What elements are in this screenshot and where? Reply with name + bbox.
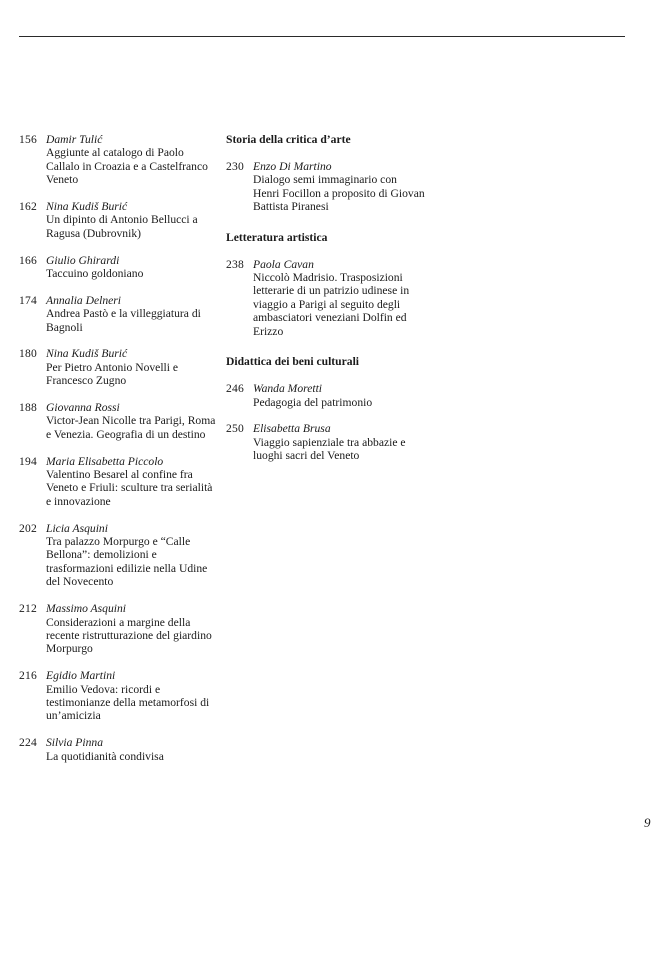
- entry-title: Un dipinto di Antonio Bellucci a Ragusa (Dubrovnik): [46, 213, 198, 240]
- entry-author: Maria Elisabetta Piccolo: [46, 454, 164, 468]
- toc-entry: [19, 254, 219, 281]
- toc-entry: [19, 200, 219, 240]
- entry-title: Taccuino goldoniano: [46, 267, 144, 281]
- entry-title: Pedagogia del patrimonio: [253, 395, 373, 409]
- entry-title: Dialogo semi immaginario con Henri Focillon a proposito di Giovan Battista Piranesi: [253, 173, 425, 214]
- entry-page-number: 188: [19, 401, 37, 415]
- toc-entry: [19, 455, 219, 509]
- entry-author: Giovanna Rossi: [46, 401, 120, 415]
- entry-title: Tra palazzo Morpurgo e “Calle Bellona”: demolizioni e trasformazioni edilizie nella Udine del Novecento: [46, 535, 208, 589]
- entry-page-number: 212: [19, 602, 37, 616]
- entry-page-number: 250: [226, 422, 244, 436]
- entry-page-number: 162: [19, 200, 37, 214]
- entry-page-number: 166: [19, 253, 37, 267]
- section-heading: Storia della critica d’arte: [226, 133, 351, 146]
- toc-entry: [19, 602, 219, 656]
- entry-page-number: 156: [19, 133, 37, 146]
- toc-entry: [226, 160, 426, 214]
- entry-title: Emilio Vedova: ricordi e testimonianze della metamorfosi di un’amicizia: [46, 682, 210, 723]
- entry-author: Giulio Ghirardi: [46, 253, 120, 267]
- entry-author: Annalia Delneri: [46, 293, 122, 307]
- entry-author: Nina Kudiš Burić: [46, 347, 128, 361]
- toc-entry: [226, 258, 426, 338]
- toc-entry: [226, 382, 426, 409]
- entry-title: Viaggio sapienziale tra abbazie e luoghi sacri del Veneto: [253, 435, 406, 463]
- toc-entry: [19, 669, 219, 723]
- entry-title: Aggiunte al catalogo di Paolo Callalo in Croazia e a Castelfranco Veneto: [46, 146, 208, 187]
- toc-entry: [19, 522, 219, 589]
- page-number: 9: [644, 815, 651, 830]
- entry-author: Wanda Moretti: [253, 382, 323, 396]
- toc-entry: [19, 294, 219, 334]
- entry-page-number: 202: [19, 521, 37, 535]
- header-rule: [19, 36, 625, 37]
- entry-title: Considerazioni a margine della recente ristrutturazione del giardino Morpurgo: [46, 615, 212, 656]
- entry-author: Elisabetta Brusa: [253, 422, 331, 436]
- entry-page-number: 180: [19, 347, 37, 361]
- entry-page-number: 216: [19, 669, 37, 683]
- entry-author: Egidio Martini: [46, 669, 116, 683]
- entry-author: Paola Cavan: [253, 257, 314, 271]
- entry-author: Damir Tulić: [46, 133, 103, 146]
- toc-entry: [19, 401, 219, 441]
- toc-right-column: [226, 133, 426, 480]
- entry-title: Valentino Besarel al confine fra Veneto e Friuli: sculture tra serialità e innovazione: [46, 468, 213, 508]
- toc-left-column: [19, 133, 219, 776]
- entry-author: Silvia Pinna: [46, 736, 103, 750]
- toc-entry: [19, 736, 219, 763]
- entry-page-number: 246: [226, 382, 244, 396]
- entry-author: Massimo Asquini: [46, 602, 126, 616]
- entry-author: Enzo Di Martino: [253, 159, 332, 173]
- entry-page-number: 230: [226, 159, 244, 173]
- entry-title: Per Pietro Antonio Novelli e Francesco Zugno: [46, 360, 179, 388]
- entry-page-number: 194: [19, 454, 37, 468]
- toc-entry: [19, 347, 219, 387]
- entry-author: Nina Kudiš Burić: [46, 200, 128, 214]
- section-heading: Didattica dei beni culturali: [226, 355, 360, 369]
- entry-title: Victor-Jean Nicolle tra Parigi, Roma e Venezia. Geografia di un destino: [46, 414, 216, 441]
- section-heading: Letteratura artistica: [226, 230, 328, 244]
- entry-title: Andrea Pastò e la villeggiatura di Bagnoli: [46, 307, 201, 334]
- entry-page-number: 174: [19, 293, 37, 307]
- toc-entry: [19, 133, 219, 187]
- entry-author: Licia Asquini: [46, 521, 108, 535]
- toc-entry: [226, 422, 426, 462]
- entry-page-number: 224: [19, 736, 37, 750]
- entry-title: Niccolò Madrisio. Trasposizioni letterarie di un patrizio udinese in viaggio a Parigi al seguito degli ambasciatori veneziani Dolfin ed Erizzo: [253, 271, 410, 338]
- entry-title: La quotidianità condivisa: [46, 749, 164, 763]
- entry-page-number: 238: [226, 257, 244, 271]
